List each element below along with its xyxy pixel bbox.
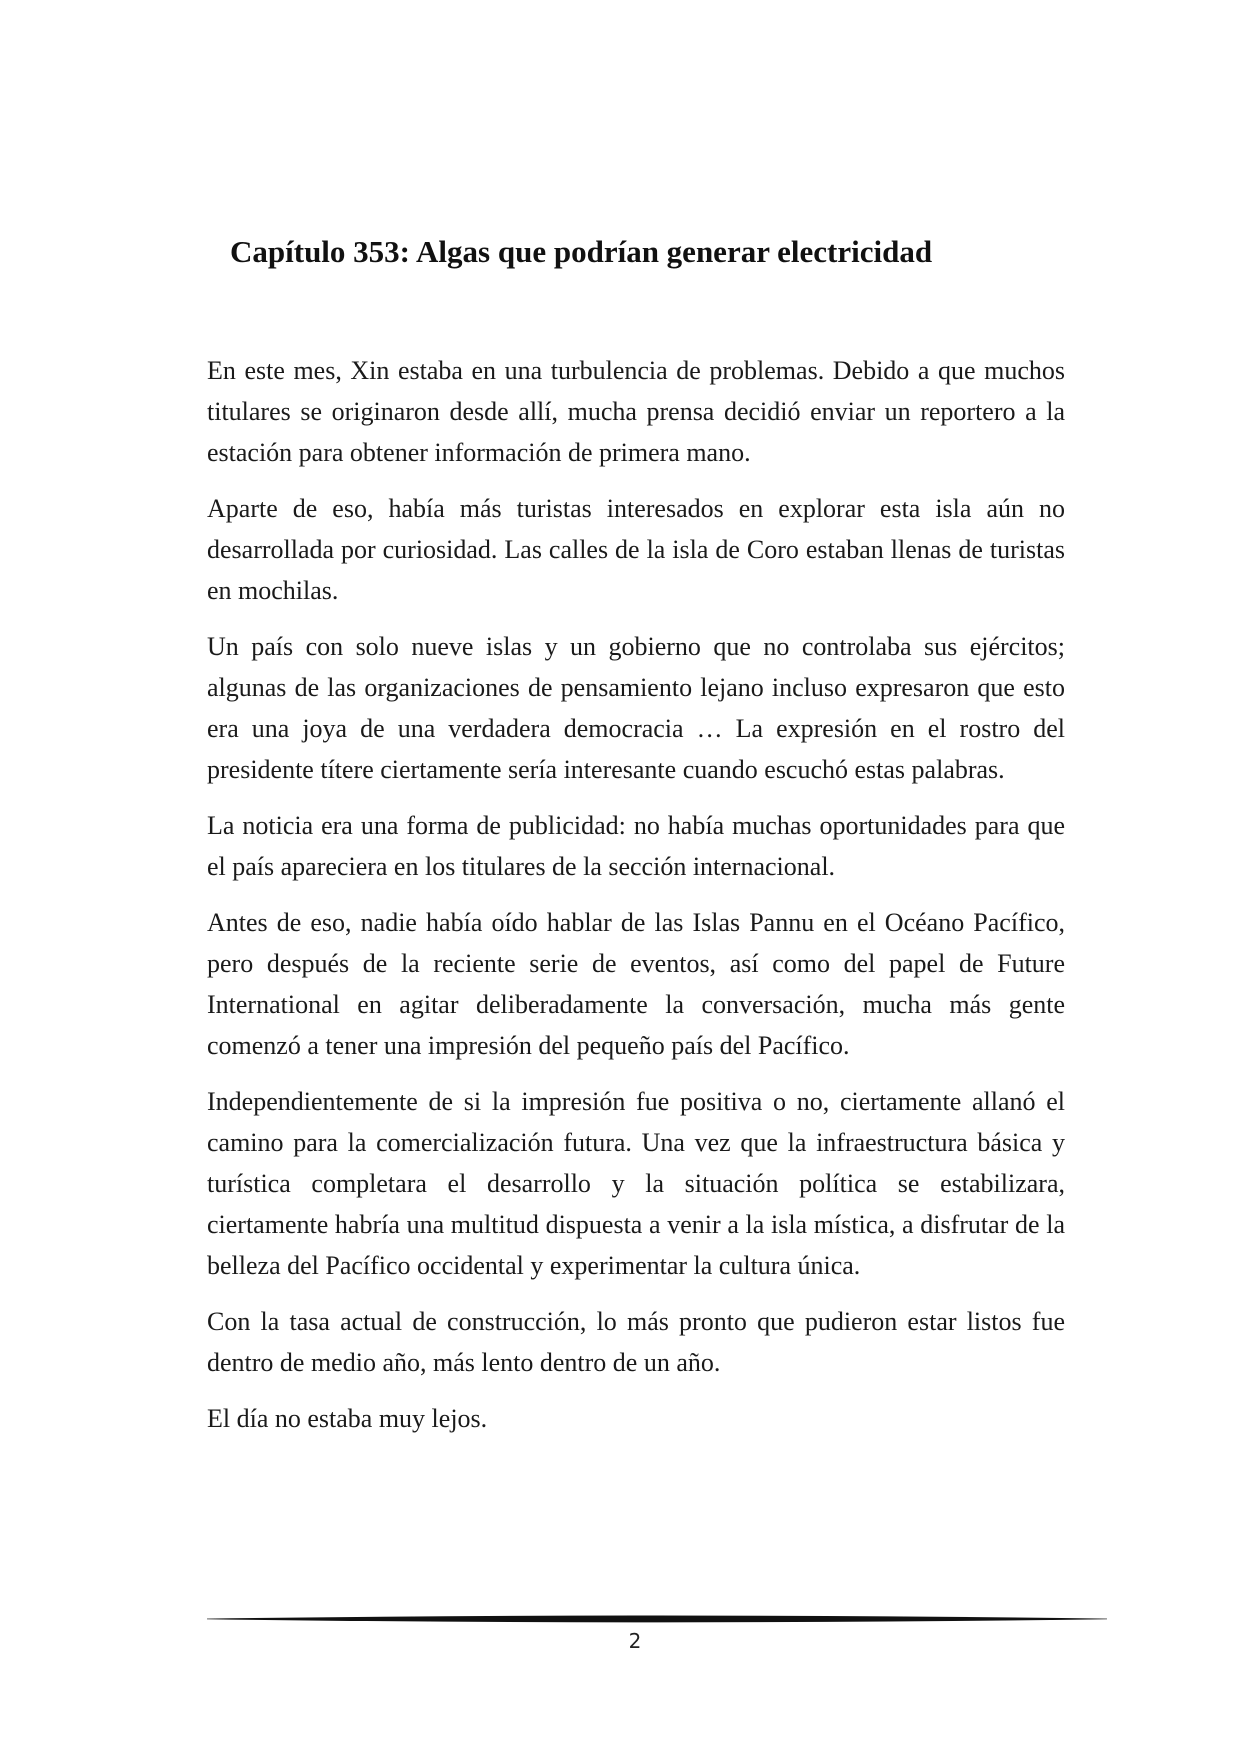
paragraph: El día no estaba muy lejos. <box>207 1404 488 1433</box>
paragraph: Antes de eso, nadie había oído hablar de las Islas Pannu en el Océano Pacífico, pero después de la reciente serie de eventos, así como del papel de Future International en agitar deliberadamente la conversación, mucha más gente comenzó a tener una impresión del pequeño país del Pacífico. <box>207 908 1065 1060</box>
paragraph: Con la tasa actual de construcción, lo más pronto que pudieron estar listos fue dentro de medio año, más lento dentro de un año. <box>207 1307 1065 1377</box>
paragraph: La noticia era una forma de publicidad: no había muchas oportunidades para que el país apareciera en los titulares de la sección internacional. <box>207 811 1065 881</box>
chapter-body <box>207 350 1065 1454</box>
page-number: 2 <box>628 1629 642 1653</box>
paragraph: Aparte de eso, había más turistas interesados en explorar esta isla aún no desarrollada por curiosidad. Las calles de la isla de Coro estaban llenas de turistas en mochilas. <box>207 494 1065 605</box>
paragraph: Independientemente de si la impresión fue positiva o no, ciertamente allanó el camino para la comercialización futura. Una vez que la infraestructura básica y turística completara el desarrollo y la situación política se estabilizara, ciertamente habría una multitud dispuesta a venir a la isla mística, a disfrutar de la belleza del Pacífico occidental y experimentar la cultura única. <box>207 1087 1065 1280</box>
footer-divider <box>207 1614 1107 1624</box>
paragraph: Un país con solo nueve islas y un gobierno que no controlaba sus ejércitos; algunas de las organizaciones de pensamiento lejano incluso expresaron que esto era una joya de una verdadera democracia … La expresión en el rostro del presidente títere ciertamente sería interesante cuando escuchó estas palabras. <box>207 632 1065 784</box>
chapter-title: Capítulo 353: Algas que podrían generar electricidad <box>230 234 933 269</box>
paragraph: En este mes, Xin estaba en una turbulencia de problemas. Debido a que muchos titulares se originaron desde allí, mucha prensa decidió enviar un reportero a la estación para obtener información de primera mano. <box>207 356 1065 467</box>
